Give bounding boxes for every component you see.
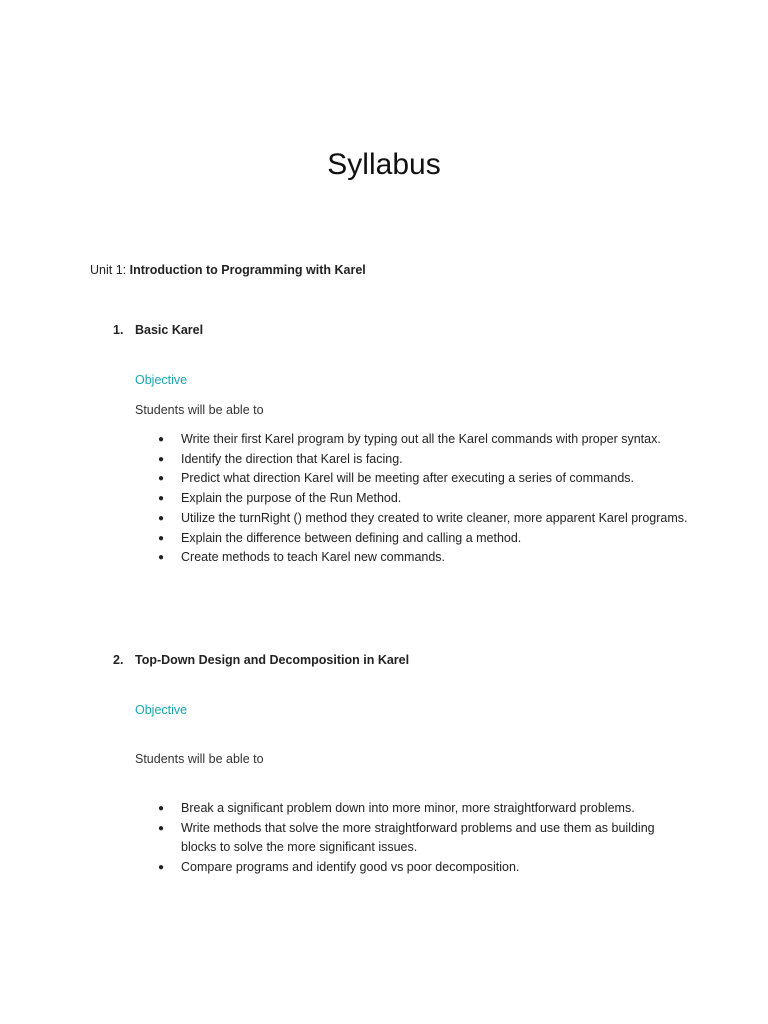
page-title: Syllabus [327,148,441,181]
list-item: ● Predict what direction Karel will be meeting after executing a series of commands. [158,469,688,489]
unit-prefix: Unit 1: [90,263,127,277]
list-item: ● Explain the difference between defining and calling a method. [158,529,688,549]
lesson-heading [113,321,203,339]
objective-list [158,430,688,568]
unit-name: Introduction to Programming with Karel [129,263,366,277]
bullet-icon: ● [158,532,165,544]
list-item: ● Break a significant problem down into more minor, more straightforward problems. [158,799,688,819]
lesson-number: 2. [113,653,124,667]
bullet-icon: ● [158,803,165,814]
objective-intro: Students will be able to [135,403,264,417]
list-item: ● Utilize the turnRight () method they created to write cleaner, more apparent Karel programs. [158,509,688,529]
bullet-icon: ● [158,552,165,564]
objective-label: Objective [135,703,188,717]
unit-heading [90,261,366,279]
bullet-icon: ● [158,512,165,524]
lesson-heading [113,651,409,669]
lesson-title: Top-Down Design and Decomposition in Karel [135,653,410,667]
bullet-icon: ● [158,822,165,834]
list-item: ● Identify the direction that Karel is facing. [158,450,688,470]
list-item: ● Create methods to teach Karel new commands. [158,548,688,568]
objective-list [158,799,688,878]
bullet-icon: ● [158,453,165,465]
list-item: ● Write methods that solve the more straightforward problems and use them as building blocks to solve the more significant issues. [158,820,655,855]
list-item: ● Compare programs and identify good vs poor decomposition. [158,858,688,878]
bullet-icon: ● [158,862,165,874]
list-item: ● Write their first Karel program by typing out all the Karel commands with proper syntax. [158,430,688,450]
bullet-icon: ● [158,473,165,485]
list-item: ● Explain the purpose of the Run Method. [158,489,688,509]
lesson-number: 1. [113,323,124,337]
objective-intro: Students will be able to [135,752,264,766]
objective-label: Objective [135,373,188,387]
lesson-title: Basic Karel [135,323,204,337]
bullet-icon: ● [158,434,165,445]
bullet-icon: ● [158,493,165,505]
